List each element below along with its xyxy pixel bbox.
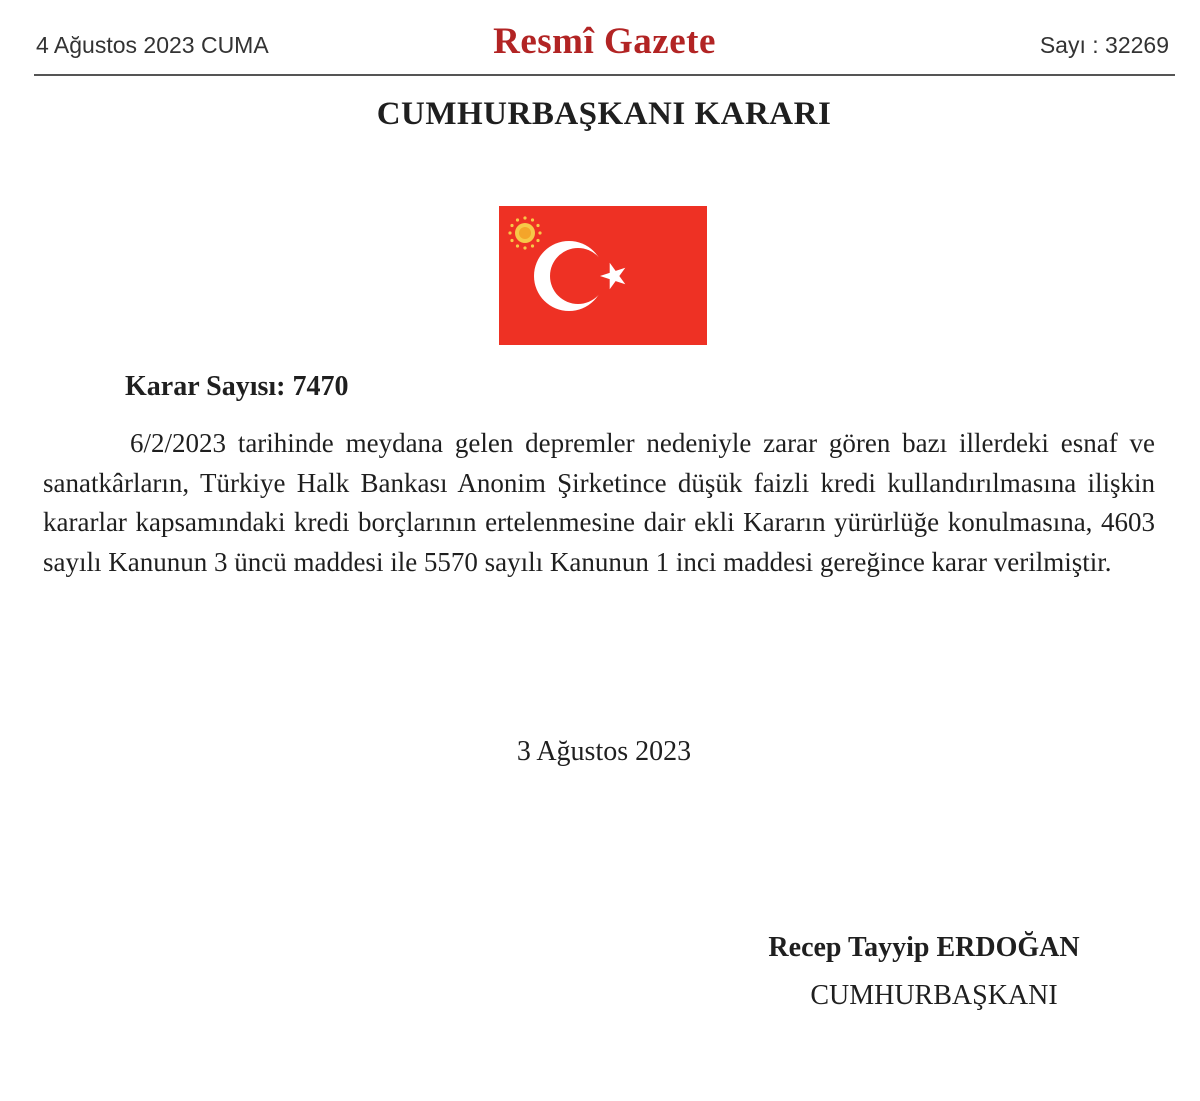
publication-date: 4 Ağustos 2023 CUMA	[36, 32, 269, 58]
signing-date: 3 Ağustos 2023	[516, 736, 692, 767]
issue-number: Sayı : 32269	[1039, 32, 1169, 58]
signatory-name: Recep Tayyip ERDOĞAN	[768, 932, 1080, 963]
document-title: CUMHURBAŞKANI KARARI	[376, 96, 832, 132]
signatory-title: CUMHURBAŞKANI	[810, 980, 1058, 1011]
turkish-flag-icon	[499, 206, 707, 345]
gazette-name: Resmî Gazete	[493, 21, 716, 62]
gazette-header	[34, 18, 1175, 76]
decision-number: Karar Sayısı: 7470	[125, 371, 349, 402]
decision-body-text: 6/2/2023 tarihinde meydana gelen depremler nedeniyle zarar gören bazı illerdeki esnaf ve sanatkârların, Türkiye Halk Bankası Anonim Şirketince düşük faizli kredi kullandırılmasına ilişkin kararlar kapsamındaki kredi borçlarının ertelenmesine dair ekli Kararın yürürlüğe konulmasına, 4603 sayılı Kanunun 3 üncü maddesi ile 5570 sayılı Kanunun 1 inci maddesi gereğince karar verilmiştir.	[43, 428, 1155, 577]
signature-block	[740, 926, 1108, 1022]
